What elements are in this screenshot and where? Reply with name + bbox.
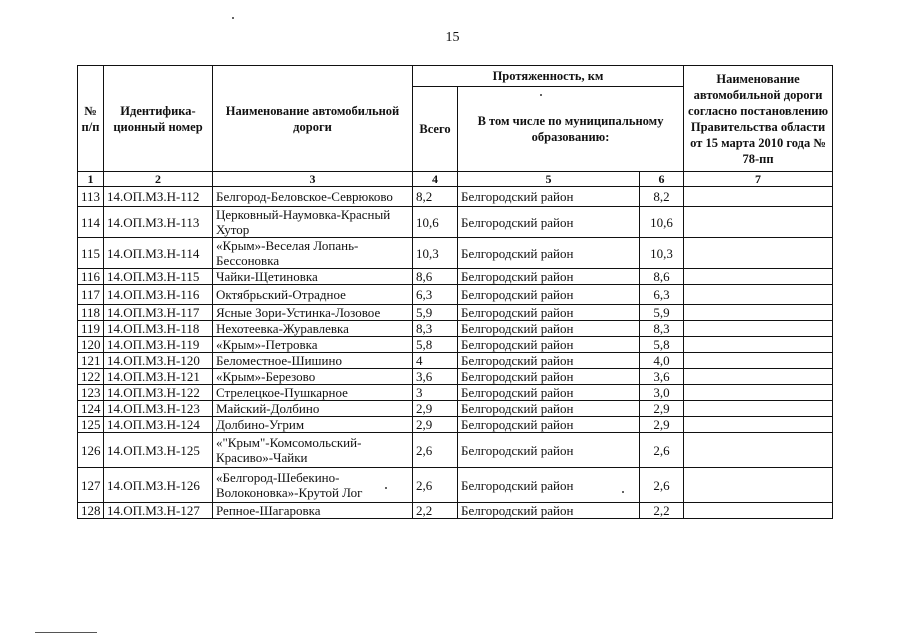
- table-row: [78, 353, 833, 369]
- length-municipal: 2,2: [640, 503, 684, 519]
- column-numbers-row: [78, 172, 833, 187]
- row-number: 114: [78, 207, 104, 238]
- road-name: Нехотеевка-Журавлевка: [213, 321, 413, 337]
- municipality: Белгородский район: [458, 207, 640, 238]
- length-municipal: 6,3: [640, 285, 684, 305]
- municipality: Белгородский район: [458, 385, 640, 401]
- municipality: Белгородский район: [458, 503, 640, 519]
- length-total: 8,2: [413, 187, 458, 207]
- road-id: 14.ОП.МЗ.Н-115: [104, 269, 213, 285]
- municipality: Белгородский район: [458, 238, 640, 269]
- road-id: 14.ОП.МЗ.Н-126: [104, 468, 213, 503]
- table-row: [78, 503, 833, 519]
- road-id: 14.ОП.МЗ.Н-114: [104, 238, 213, 269]
- length-municipal: 8,3: [640, 321, 684, 337]
- row-number: 116: [78, 269, 104, 285]
- road-id: 14.ОП.МЗ.Н-124: [104, 417, 213, 433]
- reference-name: [684, 305, 833, 321]
- road-name: Октябрьский-Отрадное: [213, 285, 413, 305]
- page-number: 15: [445, 30, 460, 45]
- road-name: «Крым»-Березово: [213, 369, 413, 385]
- reference-name: [684, 433, 833, 468]
- length-total: 5,9: [413, 305, 458, 321]
- length-total: 3: [413, 385, 458, 401]
- road-name: Церковный-Наумовка-Красный Хутор: [213, 207, 413, 238]
- road-id: 14.ОП.МЗ.Н-122: [104, 385, 213, 401]
- road-name: Стрелецкое-Пушкарное: [213, 385, 413, 401]
- reference-name: [684, 321, 833, 337]
- reference-name: [684, 369, 833, 385]
- length-total: 2,6: [413, 468, 458, 503]
- table-row: [78, 285, 833, 305]
- header-name: Наименование автомобильной дороги: [213, 66, 413, 172]
- length-municipal: 8,6: [640, 269, 684, 285]
- reference-name: [684, 238, 833, 269]
- table-row: [78, 401, 833, 417]
- row-number: 118: [78, 305, 104, 321]
- table-row: [78, 187, 833, 207]
- length-total: 8,3: [413, 321, 458, 337]
- header-total: Всего: [413, 87, 458, 172]
- row-number: 113: [78, 187, 104, 207]
- reference-name: [684, 503, 833, 519]
- municipality: Белгородский район: [458, 417, 640, 433]
- road-name: Беломестное-Шишино: [213, 353, 413, 369]
- reference-name: [684, 269, 833, 285]
- road-name: Ясные Зори-Устинка-Лозовое: [213, 305, 413, 321]
- row-number: 119: [78, 321, 104, 337]
- reference-name: [684, 385, 833, 401]
- road-name: Долбино-Угрим: [213, 417, 413, 433]
- municipality: Белгородский район: [458, 401, 640, 417]
- municipality: Белгородский район: [458, 337, 640, 353]
- reference-name: [684, 468, 833, 503]
- row-number: 125: [78, 417, 104, 433]
- header-length-group: Протяженность, км: [413, 66, 684, 87]
- column-number: 4: [413, 172, 458, 187]
- length-municipal: 5,9: [640, 305, 684, 321]
- length-municipal: 3,6: [640, 369, 684, 385]
- column-number: 2: [104, 172, 213, 187]
- municipality: Белгородский район: [458, 369, 640, 385]
- table-row: [78, 305, 833, 321]
- header-num: № п/п: [78, 66, 104, 172]
- length-municipal: 2,6: [640, 433, 684, 468]
- table-row: [78, 468, 833, 503]
- length-municipal: 3,0: [640, 385, 684, 401]
- length-municipal: 2,9: [640, 401, 684, 417]
- road-name: «Крым»-Веселая Лопань-Бессоновка: [213, 238, 413, 269]
- road-id: 14.ОП.МЗ.Н-120: [104, 353, 213, 369]
- table-row: [78, 433, 833, 468]
- length-municipal: 4,0: [640, 353, 684, 369]
- table-row: [78, 417, 833, 433]
- table-row: [78, 337, 833, 353]
- roads-table: [77, 65, 833, 519]
- row-number: 127: [78, 468, 104, 503]
- length-total: 10,3: [413, 238, 458, 269]
- reference-name: [684, 187, 833, 207]
- length-municipal: 2,6: [640, 468, 684, 503]
- length-total: 6,3: [413, 285, 458, 305]
- reference-name: [684, 285, 833, 305]
- column-number: 3: [213, 172, 413, 187]
- length-municipal: 2,9: [640, 417, 684, 433]
- road-id: 14.ОП.МЗ.Н-116: [104, 285, 213, 305]
- row-number: 122: [78, 369, 104, 385]
- road-name: «Крым»-Петровка: [213, 337, 413, 353]
- length-total: 5,8: [413, 337, 458, 353]
- municipality: Белгородский район: [458, 305, 640, 321]
- municipality: Белгородский район: [458, 321, 640, 337]
- scan-speck: [232, 17, 234, 19]
- road-id: 14.ОП.МЗ.Н-117: [104, 305, 213, 321]
- column-number: 1: [78, 172, 104, 187]
- table-row: [78, 269, 833, 285]
- municipality: Белгородский район: [458, 468, 640, 503]
- length-total: 8,6: [413, 269, 458, 285]
- row-number: 124: [78, 401, 104, 417]
- length-total: 4: [413, 353, 458, 369]
- length-total: 2,9: [413, 401, 458, 417]
- length-municipal: 10,6: [640, 207, 684, 238]
- municipality: Белгородский район: [458, 187, 640, 207]
- road-name: Чайки-Щетиновка: [213, 269, 413, 285]
- row-number: 115: [78, 238, 104, 269]
- road-name: Репное-Шагаровка: [213, 503, 413, 519]
- reference-name: [684, 207, 833, 238]
- reference-name: [684, 337, 833, 353]
- column-number: 7: [684, 172, 833, 187]
- road-id: 14.ОП.МЗ.Н-123: [104, 401, 213, 417]
- length-municipal: 10,3: [640, 238, 684, 269]
- municipality: Белгородский район: [458, 433, 640, 468]
- road-name: Белгород-Беловское-Севрюково: [213, 187, 413, 207]
- reference-name: [684, 401, 833, 417]
- length-municipal: 8,2: [640, 187, 684, 207]
- municipality: Белгородский район: [458, 285, 640, 305]
- row-number: 126: [78, 433, 104, 468]
- table-row: [78, 238, 833, 269]
- road-id: 14.ОП.МЗ.Н-121: [104, 369, 213, 385]
- row-number: 120: [78, 337, 104, 353]
- table-row: [78, 385, 833, 401]
- table-row: [78, 369, 833, 385]
- road-id: 14.ОП.МЗ.Н-125: [104, 433, 213, 468]
- table-row: [78, 207, 833, 238]
- road-name: Майский-Долбино: [213, 401, 413, 417]
- length-total: 2,6: [413, 433, 458, 468]
- length-total: 10,6: [413, 207, 458, 238]
- row-number: 128: [78, 503, 104, 519]
- header-id: Идентифика-ционный номер: [104, 66, 213, 172]
- length-municipal: 5,8: [640, 337, 684, 353]
- municipality: Белгородский район: [458, 353, 640, 369]
- road-id: 14.ОП.МЗ.Н-118: [104, 321, 213, 337]
- road-name: «"Крым"-Комсомольский-Красиво»-Чайки: [213, 433, 413, 468]
- footer-rule: [35, 632, 97, 633]
- length-total: 3,6: [413, 369, 458, 385]
- table-body: [78, 187, 833, 519]
- road-name: «Белгород-Шебекино-Волоконовка»-Крутой Лог: [213, 468, 413, 503]
- header-ref: Наименование автомобильной дороги согласно постановлению Правительства области от 15 марта 2010 года № 78-пп: [684, 66, 833, 172]
- municipality: Белгородский район: [458, 269, 640, 285]
- length-total: 2,2: [413, 503, 458, 519]
- column-number: 5: [458, 172, 640, 187]
- row-number: 117: [78, 285, 104, 305]
- row-number: 121: [78, 353, 104, 369]
- header-incl: В том числе по муниципальному образованию:: [458, 87, 684, 172]
- road-id: 14.ОП.МЗ.Н-113: [104, 207, 213, 238]
- length-total: 2,9: [413, 417, 458, 433]
- reference-name: [684, 353, 833, 369]
- reference-name: [684, 417, 833, 433]
- road-id: 14.ОП.МЗ.Н-127: [104, 503, 213, 519]
- road-id: 14.ОП.МЗ.Н-119: [104, 337, 213, 353]
- table-row: [78, 321, 833, 337]
- road-id: 14.ОП.МЗ.Н-112: [104, 187, 213, 207]
- column-number: 6: [640, 172, 684, 187]
- row-number: 123: [78, 385, 104, 401]
